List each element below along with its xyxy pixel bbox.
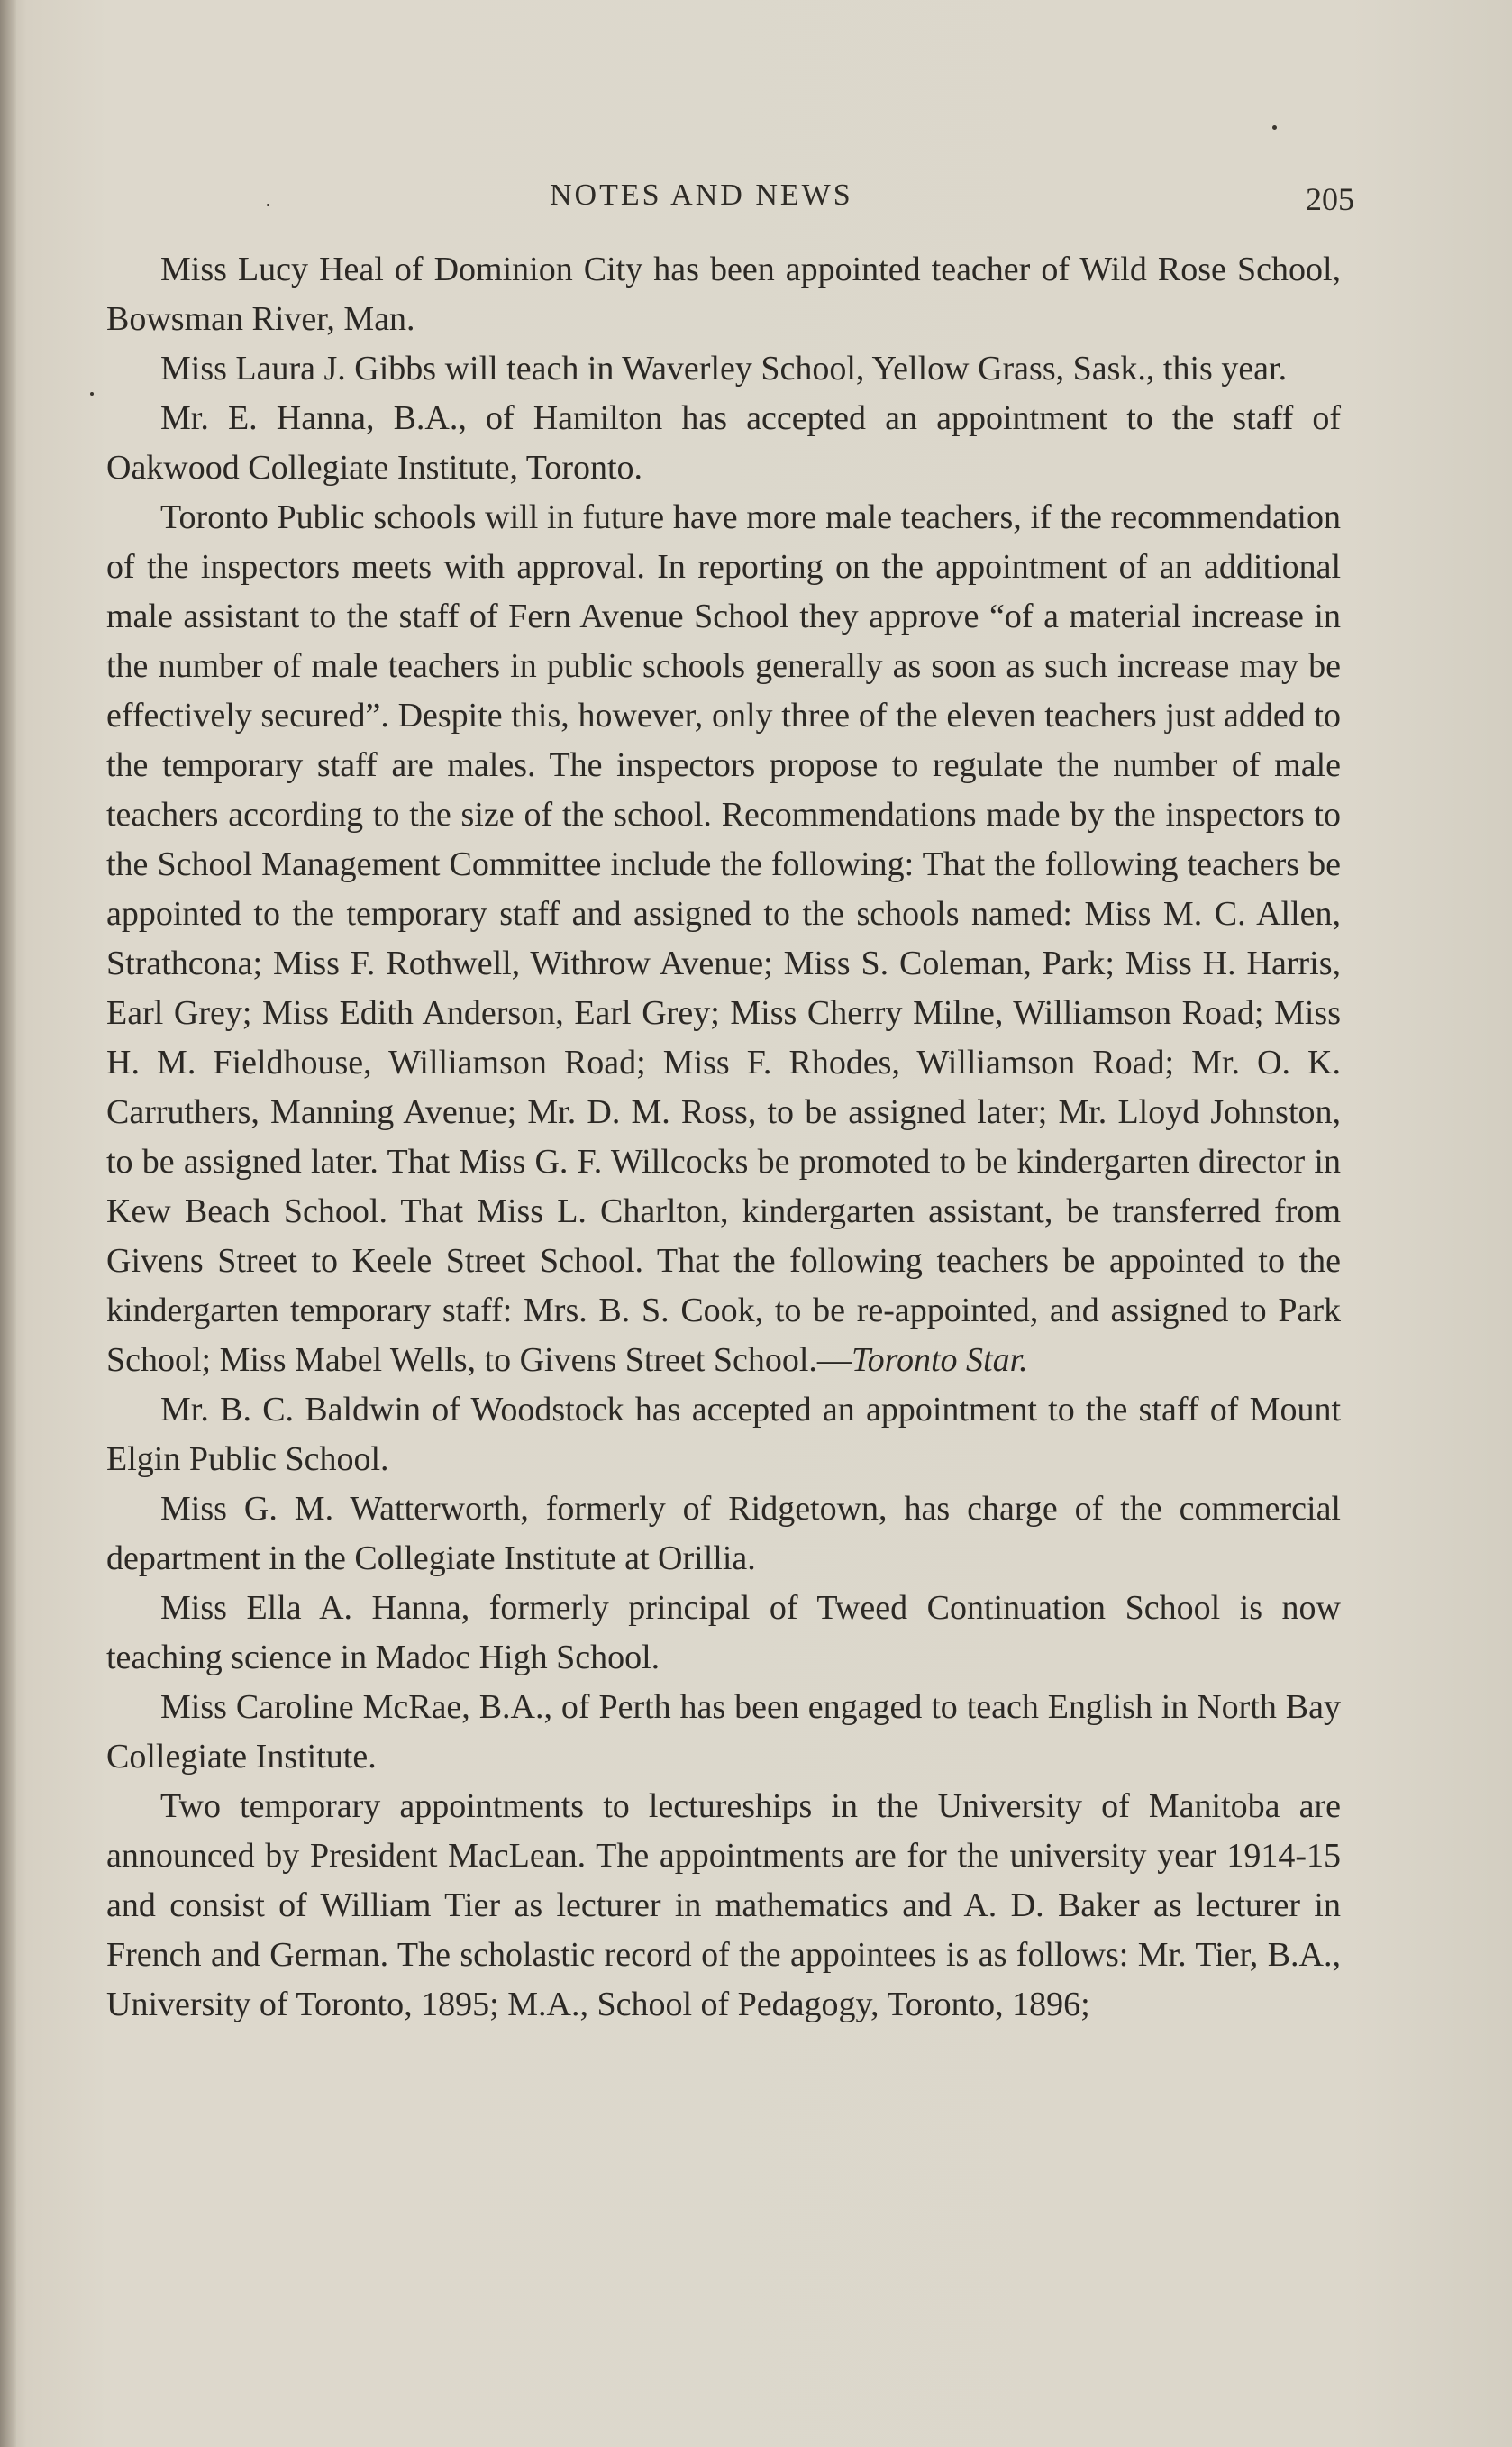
paragraph-mcrae: Miss Caroline McRae, B.A., of Perth has been engaged to teach English in North Bay Collegiate Institute. [106, 1688, 1341, 1776]
ink-speck [267, 204, 269, 206]
toronto-schools-text: Toronto Public schools will in future have more male teachers, if the recommendation of the inspectors meets with approval. In reporting on the appointment of an additional male assistant to the staff of Fern Avenue School they approve “of a material increase in the number of male teachers in public schools generally as soon as such increase may be effectively secured”. Despite this, however, only three of the eleven teachers just added to the temporary staff are males. The inspectors propose to regulate the number of male teachers according to the size of the school. Recommendations made by the inspectors to the School Management Committee include the following: That the following teachers be appointed to the temporary staff and assigned to the schools named: Miss M. C. Allen, Strathcona; Miss F. Rothwell, Withrow Avenue; Miss S. Coleman, Park; Miss H. Harris, Earl Grey; Miss Edith Anderson, Earl Grey; Miss Cherry Milne, Williamson Road; Miss H. M. Fieldhouse, Williamson Road; Miss F. Rhodes, Williamson Road; Mr. O. K. Carruthers, Manning Avenue; Mr. D. M. Ross, to be assigned later; Mr. Lloyd Johnston, to be assigned later. That Miss G. F. Willcocks be promoted to be kindergarten director in Kew Beach School. That Miss L. Charlton, kindergarten assistant, be transferred from Givens Street to Keele Street School. That the following teachers be appointed to the kindergarten temporary staff: Mrs. B. S. Cook, to be re-appointed, and assigned to Park School; Miss Mabel Wells, to Givens Street School.— [106, 498, 1341, 1379]
ink-speck [90, 392, 94, 396]
paragraph-ella-hanna: Miss Ella A. Hanna, formerly principal of Tweed Continuation School is now teaching science in Madoc High School. [106, 1589, 1341, 1676]
paragraph-toronto-schools [106, 493, 1341, 1385]
source-citation: Toronto Star. [851, 1341, 1028, 1379]
article-body [106, 245, 1341, 2030]
ink-speck [1272, 125, 1277, 130]
paragraph-manitoba: Two temporary appointments to lectureships in the University of Manitoba are announced by President MacLean. The appointments are for the university year 1914-15 and consist of William Tier as lecturer in mathematics and A. D. Baker as lecturer in French and German. The scholastic record of the appointees is as follows: Mr. Tier, B.A., University of Toronto, 1895; M.A., School of Pedagogy, Toronto, 1896; [106, 1787, 1341, 2023]
page-number: 205 [1306, 181, 1354, 217]
paragraph-watterworth: Miss G. M. Watterworth, formerly of Ridgetown, has charge of the commercial department in the Collegiate Institute at Orillia. [106, 1490, 1341, 1577]
paragraph-gibbs: Miss Laura J. Gibbs will teach in Waverley School, Yellow Grass, Sask., this year. [160, 350, 1288, 388]
running-head: NOTES AND NEWS [550, 178, 853, 212]
paragraph-hanna-hamilton: Mr. E. Hanna, B.A., of Hamilton has accepted an appointment to the staff of Oakwood Collegiate Institute, Toronto. [106, 399, 1341, 487]
page-gutter-shadow [0, 0, 16, 2447]
paragraph-baldwin: Mr. B. C. Baldwin of Woodstock has accepted an appointment to the staff of Mount Elgin Public School. [106, 1391, 1341, 1478]
paragraph-heal: Miss Lucy Heal of Dominion City has been appointed teacher of Wild Rose School, Bowsman River, Man. [106, 251, 1341, 338]
